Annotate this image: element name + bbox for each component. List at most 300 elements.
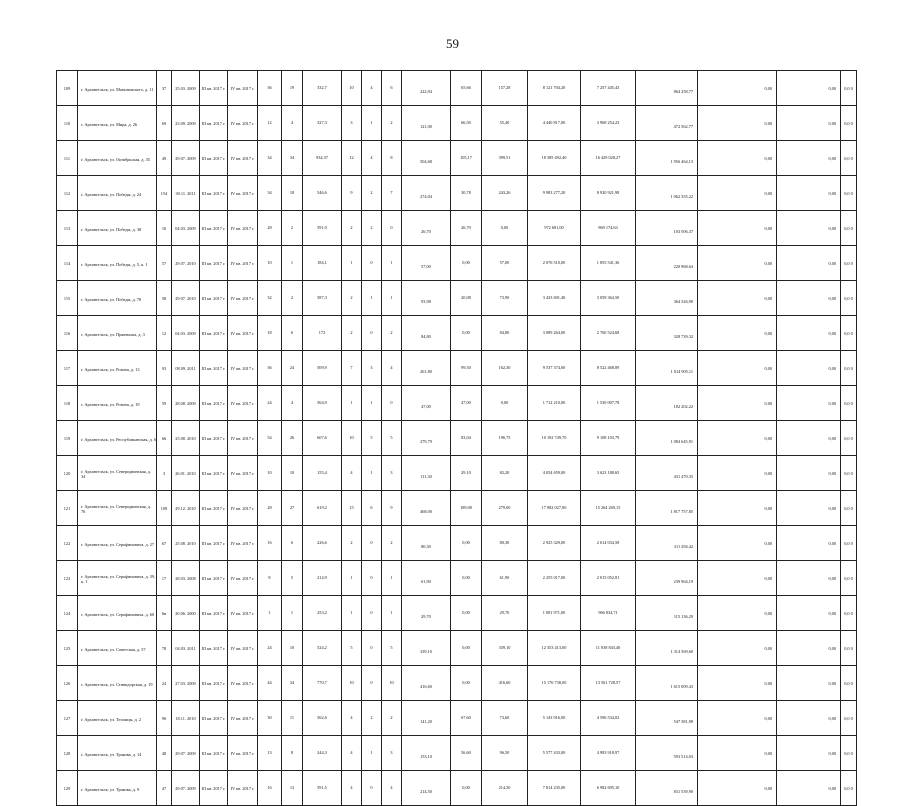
plan-quarter-cell: IV кв. 2017 г. (228, 421, 258, 456)
premises-private-cell: 4 (362, 71, 382, 106)
area-total-cell: 57,00 (402, 246, 451, 281)
plan-quarter-cell: IV кв. 2017 г. (228, 281, 258, 316)
premises-municipal-cell: 10 (382, 666, 402, 701)
cost-total-cell: 5 143 916,00 (528, 701, 581, 736)
area-total-cell: 84,80 (402, 316, 451, 351)
stage-quarter-cell: III кв. 2017 г. (200, 316, 228, 351)
premises-total-cell: 10 (342, 421, 362, 456)
residents-total-cell: 18 (258, 316, 282, 351)
cost-total-cell: 10 192 749,70 (528, 421, 581, 456)
cost-other-cell: 0,0 0 (841, 176, 857, 211)
row-number-cell: 111 (57, 141, 78, 176)
doc-number-cell: 48 (157, 736, 172, 771)
residents-total-cell: 1 (258, 596, 282, 631)
row-number-cell: 126 (57, 666, 78, 701)
address-cell: г. Архангельск, ул. Победы, д. 78 (78, 281, 157, 316)
area-municipal-cell: 73,90 (482, 281, 528, 316)
premises-private-cell: 1 (362, 106, 382, 141)
cost-other-cell: 0,0 0 (841, 526, 857, 561)
stage-quarter-cell: III кв. 2017 г. (200, 421, 228, 456)
area-total-cell: 47,00 (402, 386, 451, 421)
stage-quarter-cell: III кв. 2017 г. (200, 211, 228, 246)
doc-number-cell: 37 (157, 71, 172, 106)
cost-fund-cell: 11 038 843,40 (581, 631, 636, 666)
cost-local-cell: 0,00 (698, 456, 777, 491)
cost-fund-cell: 6 982 695,10 (581, 771, 636, 806)
cost-extra-cell: 0,00 (777, 561, 841, 596)
stage-quarter-cell: III кв. 2017 г. (200, 456, 228, 491)
doc-date-cell: 29.07. 2009 (172, 771, 200, 806)
cost-fund-cell: 3 623 188,65 (581, 456, 636, 491)
row-number-cell: 117 (57, 351, 78, 386)
cost-total-cell: 1 081 971,00 (528, 596, 581, 631)
area-private-cell: 99,50 (451, 351, 482, 386)
house-area-cell: 226,6 (303, 526, 342, 561)
residents-total-cell: 32 (258, 281, 282, 316)
residents-total-cell: 28 (258, 491, 282, 526)
resettlement-table (56, 70, 857, 806)
cost-extra-cell: 0,00 (777, 211, 841, 246)
cost-other-cell: 0,0 0 (841, 596, 857, 631)
table-row (57, 771, 857, 806)
cost-extra-cell: 0,00 (777, 736, 841, 771)
cost-local-cell: 0,00 (698, 281, 777, 316)
residents-total-cell: 34 (258, 141, 282, 176)
cost-extra-cell: 0,00 (777, 281, 841, 316)
doc-date-cell: 04.03. 2009 (172, 316, 200, 351)
address-cell: г. Архангельск, ул. Победы, д. 38 (78, 211, 157, 246)
table-row (57, 526, 857, 561)
address-cell: г. Архангельск, ул. Стивидорская, д. 19 (78, 666, 157, 701)
doc-date-cell: 28.08. 2009 (172, 386, 200, 421)
address-cell: г. Архангельск, ул. Розина, д. 19 (78, 386, 157, 421)
premises-total-cell: 10 (342, 71, 362, 106)
cost-local-cell: 0,00 (698, 211, 777, 246)
cost-region-cell: 472 562,77 (636, 106, 698, 141)
house-area-cell: 184,1 (303, 246, 342, 281)
row-number-cell: 123 (57, 561, 78, 596)
premises-municipal-cell: 7 (382, 176, 402, 211)
area-municipal-cell: 214,50 (482, 771, 528, 806)
doc-number-cell: 90 (157, 701, 172, 736)
premises-private-cell: 0 (362, 596, 382, 631)
house-area-cell: 253,2 (303, 596, 342, 631)
table-row (57, 106, 857, 141)
house-area-cell: 327,3 (303, 106, 342, 141)
cost-total-cell: 972 681,00 (528, 211, 581, 246)
cost-region-cell: 593 514,03 (636, 736, 698, 771)
house-area-cell: 607,6 (303, 421, 342, 456)
premises-municipal-cell: 2 (382, 106, 402, 141)
area-municipal-cell: 243,26 (482, 176, 528, 211)
house-area-cell: 155,4 (303, 456, 342, 491)
area-total-cell: 80,30 (402, 526, 451, 561)
residents-moved-cell: 1 (282, 246, 303, 281)
doc-date-cell: 25.08. 2010 (172, 526, 200, 561)
stage-quarter-cell: III кв. 2017 г. (200, 176, 228, 211)
house-area-cell: 591,5 (303, 771, 342, 806)
doc-number-cell: 59 (157, 386, 172, 421)
cost-total-cell: 4 440 817,00 (528, 106, 581, 141)
plan-quarter-cell: IV кв. 2017 г. (228, 701, 258, 736)
plan-quarter-cell: IV кв. 2017 г. (228, 386, 258, 421)
plan-quarter-cell: IV кв. 2017 г. (228, 71, 258, 106)
doc-number-cell: 17 (157, 561, 172, 596)
premises-total-cell: 5 (342, 631, 362, 666)
doc-number-cell: 108 (157, 491, 172, 526)
doc-date-cell: 20.06. 2000 (172, 596, 200, 631)
plan-quarter-cell: IV кв. 2017 г. (228, 596, 258, 631)
premises-municipal-cell: 3 (382, 456, 402, 491)
table-row (57, 596, 857, 631)
cost-extra-cell: 0,00 (777, 456, 841, 491)
cost-extra-cell: 0,00 (777, 526, 841, 561)
cost-extra-cell: 0,00 (777, 631, 841, 666)
doc-date-cell: 08.09. 2011 (172, 351, 200, 386)
stage-quarter-cell: III кв. 2017 г. (200, 491, 228, 526)
residents-total-cell: 30 (258, 701, 282, 736)
row-number-cell: 115 (57, 281, 78, 316)
row-number-cell: 119 (57, 421, 78, 456)
cost-fund-cell: 2 015 052,81 (581, 561, 636, 596)
cost-total-cell: 7 814 235,00 (528, 771, 581, 806)
address-cell: г. Архангельск, ул. Серафимовича, д. 27 (78, 526, 157, 561)
premises-municipal-cell: 5 (382, 631, 402, 666)
table-row (57, 421, 857, 456)
area-municipal-cell: 29,70 (482, 596, 528, 631)
cost-total-cell: 3 089 264,00 (528, 316, 581, 351)
table-row (57, 736, 857, 771)
premises-private-cell: 5 (362, 421, 382, 456)
area-total-cell: 121,00 (402, 106, 451, 141)
house-area-cell: 244,3 (303, 736, 342, 771)
residents-total-cell: 24 (258, 631, 282, 666)
doc-number-cell: 57 (157, 246, 172, 281)
house-area-cell: 509,9 (303, 351, 342, 386)
doc-number-cell: 67 (157, 526, 172, 561)
premises-municipal-cell: 1 (382, 281, 402, 316)
premises-private-cell: 3 (362, 351, 382, 386)
address-cell: г. Архангельск, ул. Тракова, д. 9 (78, 771, 157, 806)
cost-local-cell: 0,00 (698, 631, 777, 666)
doc-date-cell: 26.01. 2010 (172, 456, 200, 491)
premises-total-cell: 4 (342, 736, 362, 771)
cost-region-cell: 311 294,42 (636, 526, 698, 561)
table-row (57, 386, 857, 421)
residents-moved-cell: 27 (282, 491, 303, 526)
plan-quarter-cell: IV кв. 2017 г. (228, 771, 258, 806)
premises-private-cell: 0 (362, 246, 382, 281)
cost-fund-cell: 2 760 524,68 (581, 316, 636, 351)
cost-total-cell: 4 054 659,00 (528, 456, 581, 491)
cost-region-cell: 431 470,35 (636, 456, 698, 491)
premises-municipal-cell: 8 (382, 141, 402, 176)
premises-private-cell: 4 (362, 141, 382, 176)
area-municipal-cell: 162,30 (482, 351, 528, 386)
residents-moved-cell: 2 (282, 281, 303, 316)
cost-fund-cell: 16 429 028,27 (581, 141, 636, 176)
cost-extra-cell: 0,00 (777, 386, 841, 421)
premises-total-cell: 3 (342, 106, 362, 141)
doc-date-cell: 29.07. 2009 (172, 736, 200, 771)
cost-total-cell: 2 076 510,00 (528, 246, 581, 281)
premises-municipal-cell: 4 (382, 351, 402, 386)
residents-moved-cell: 10 (282, 456, 303, 491)
row-number-cell: 129 (57, 771, 78, 806)
cost-local-cell: 0,00 (698, 561, 777, 596)
area-municipal-cell: 73,60 (482, 701, 528, 736)
residents-moved-cell: 34 (282, 666, 303, 701)
doc-date-cell: 04.03. 2011 (172, 631, 200, 666)
premises-total-cell: 2 (342, 211, 362, 246)
area-total-cell: 261,80 (402, 351, 451, 386)
row-number-cell: 118 (57, 386, 78, 421)
area-private-cell: 0,00 (451, 526, 482, 561)
residents-moved-cell: 11 (282, 701, 303, 736)
cost-extra-cell: 0,00 (777, 666, 841, 701)
cost-extra-cell: 0,00 (777, 596, 841, 631)
area-total-cell: 61,90 (402, 561, 451, 596)
doc-date-cell: 18.11. 2010 (172, 701, 200, 736)
table-row (57, 71, 857, 106)
doc-number-cell: 69 (157, 106, 172, 141)
cost-region-cell: 1 956 464,13 (636, 141, 698, 176)
premises-municipal-cell: 2 (382, 701, 402, 736)
area-private-cell: 66,50 (451, 106, 482, 141)
premises-private-cell: 6 (362, 491, 382, 526)
plan-quarter-cell: IV кв. 2017 г. (228, 491, 258, 526)
cost-region-cell: 1 314 569,60 (636, 631, 698, 666)
premises-municipal-cell: 0 (382, 386, 402, 421)
residents-moved-cell: 5 (282, 561, 303, 596)
cost-local-cell: 0,00 (698, 351, 777, 386)
address-cell: г. Архангельск, ул. Северодвинская, д. 34 (78, 456, 157, 491)
premises-municipal-cell: 3 (382, 736, 402, 771)
page-number: 59 (446, 36, 459, 51)
doc-date-cell: 04.03. 2009 (172, 211, 200, 246)
cost-local-cell: 0,00 (698, 526, 777, 561)
table-row (57, 141, 857, 176)
row-number-cell: 125 (57, 631, 78, 666)
doc-number-cell: 93 (157, 351, 172, 386)
area-municipal-cell: 399,51 (482, 141, 528, 176)
cost-other-cell: 0,0 0 (841, 316, 857, 351)
residents-total-cell: 36 (258, 71, 282, 106)
area-total-cell: 504,68 (402, 141, 451, 176)
plan-quarter-cell: IV кв. 2017 г. (228, 561, 258, 596)
cost-extra-cell: 0,00 (777, 141, 841, 176)
house-area-cell: 172 (303, 316, 342, 351)
doc-date-cell: 23.09. 2009 (172, 106, 200, 141)
cost-region-cell: 364 326,90 (636, 281, 698, 316)
address-cell: г. Архангельск, ул. Мира, д. 26 (78, 106, 157, 141)
address-cell: г. Архангельск, ул. Тракова, д. 14 (78, 736, 157, 771)
area-private-cell: 0,00 (451, 666, 482, 701)
row-number-cell: 114 (57, 246, 78, 281)
doc-date-cell: 28.03. 2008 (172, 561, 200, 596)
area-total-cell: 29,70 (402, 596, 451, 631)
plan-quarter-cell: IV кв. 2017 г. (228, 211, 258, 246)
plan-quarter-cell: IV кв. 2017 г. (228, 316, 258, 351)
cost-region-cell: 182 202,22 (636, 386, 698, 421)
area-municipal-cell: 279,00 (482, 491, 528, 526)
cost-local-cell: 0,00 (698, 701, 777, 736)
cost-fund-cell: 4 596 534,02 (581, 701, 636, 736)
area-private-cell: 65,66 (451, 71, 482, 106)
residents-total-cell: 16 (258, 526, 282, 561)
area-total-cell: 26,70 (402, 211, 451, 246)
cost-total-cell: 15 176 738,00 (528, 666, 581, 701)
doc-number-cell: 154 (157, 176, 172, 211)
plan-quarter-cell: IV кв. 2017 г. (228, 141, 258, 176)
area-private-cell: 0,00 (451, 561, 482, 596)
area-private-cell: 105,17 (451, 141, 482, 176)
residents-total-cell: 16 (258, 771, 282, 806)
residents-moved-cell: 4 (282, 106, 303, 141)
row-number-cell: 128 (57, 736, 78, 771)
area-private-cell: 56,60 (451, 736, 482, 771)
area-total-cell: 279,79 (402, 421, 451, 456)
house-area-cell: 619,2 (303, 491, 342, 526)
residents-total-cell: 10 (258, 456, 282, 491)
area-private-cell: 0,00 (451, 771, 482, 806)
premises-total-cell: 12 (342, 141, 362, 176)
residents-total-cell: 34 (258, 176, 282, 211)
premises-private-cell: 1 (362, 456, 382, 491)
area-total-cell: 416,60 (402, 666, 451, 701)
cost-extra-cell: 0,00 (777, 71, 841, 106)
cost-local-cell: 0,00 (698, 736, 777, 771)
house-area-cell: 562,6 (303, 701, 342, 736)
cost-region-cell: 831 539,90 (636, 771, 698, 806)
cost-fund-cell: 3 059 364,50 (581, 281, 636, 316)
cost-extra-cell: 0,00 (777, 701, 841, 736)
doc-date-cell: 29.07. 2009 (172, 141, 200, 176)
row-number-cell: 113 (57, 211, 78, 246)
cost-other-cell: 0,0 0 (841, 561, 857, 596)
premises-private-cell: 1 (362, 736, 382, 771)
premises-municipal-cell: 1 (382, 246, 402, 281)
cost-other-cell: 0,0 0 (841, 771, 857, 806)
premises-municipal-cell: 4 (382, 771, 402, 806)
address-cell: г. Архангельск, ул. Республиканская, д. 6 (78, 421, 157, 456)
residents-moved-cell: 8 (282, 736, 303, 771)
residents-total-cell: 44 (258, 666, 282, 701)
stage-quarter-cell: III кв. 2017 г. (200, 246, 228, 281)
table-row (57, 246, 857, 281)
premises-total-cell: 9 (342, 176, 362, 211)
cost-region-cell: 1 817 757,85 (636, 491, 698, 526)
residents-moved-cell: 24 (282, 351, 303, 386)
cost-fund-cell: 7 257 445,43 (581, 71, 636, 106)
premises-private-cell: 0 (362, 631, 382, 666)
row-number-cell: 124 (57, 596, 78, 631)
area-total-cell: 214,50 (402, 771, 451, 806)
area-private-cell: 189,00 (451, 491, 482, 526)
address-cell: г. Архангельск, ул. Советская, д. 57 (78, 631, 157, 666)
cost-other-cell: 0,0 0 (841, 421, 857, 456)
cost-fund-cell: 8 920 921,98 (581, 176, 636, 211)
cost-region-cell: 1 084 645,91 (636, 421, 698, 456)
house-area-cell: 546,6 (303, 176, 342, 211)
cost-local-cell: 0,00 (698, 316, 777, 351)
house-area-cell: 770,7 (303, 666, 342, 701)
plan-quarter-cell: IV кв. 2017 г. (228, 736, 258, 771)
row-number-cell: 121 (57, 491, 78, 526)
premises-total-cell: 1 (342, 246, 362, 281)
row-number-cell: 127 (57, 701, 78, 736)
address-cell: г. Архангельск, ул. Мамоновского, д. 11 (78, 71, 157, 106)
table-row (57, 666, 857, 701)
cost-local-cell: 0,00 (698, 386, 777, 421)
cost-extra-cell: 0,00 (777, 106, 841, 141)
row-number-cell: 112 (57, 176, 78, 211)
cost-total-cell: 8 121 704,20 (528, 71, 581, 106)
premises-total-cell: 2 (342, 281, 362, 316)
area-private-cell: 26,70 (451, 211, 482, 246)
cost-total-cell: 9 537 374,00 (528, 351, 581, 386)
stage-quarter-cell: III кв. 2017 г. (200, 631, 228, 666)
residents-moved-cell: 34 (282, 141, 303, 176)
table-row (57, 281, 857, 316)
cost-total-cell: 12 353 413,00 (528, 631, 581, 666)
cost-region-cell: 103 506,37 (636, 211, 698, 246)
stage-quarter-cell: III кв. 2017 г. (200, 281, 228, 316)
area-municipal-cell: 0,00 (482, 211, 528, 246)
table-row (57, 351, 857, 386)
cost-extra-cell: 0,00 (777, 351, 841, 386)
row-number-cell: 109 (57, 71, 78, 106)
area-municipal-cell: 96,50 (482, 736, 528, 771)
cost-extra-cell: 0,00 (777, 491, 841, 526)
cost-fund-cell: 4 983 918,97 (581, 736, 636, 771)
area-municipal-cell: 157,28 (482, 71, 528, 106)
area-private-cell: 0,00 (451, 596, 482, 631)
cost-fund-cell: 3 968 254,23 (581, 106, 636, 141)
area-total-cell: 111,30 (402, 456, 451, 491)
stage-quarter-cell: III кв. 2017 г. (200, 596, 228, 631)
residents-total-cell: 28 (258, 211, 282, 246)
cost-total-cell: 18 385 492,40 (528, 141, 581, 176)
doc-number-cell: 66 (157, 421, 172, 456)
cost-region-cell: 239 964,19 (636, 561, 698, 596)
area-private-cell: 67,60 (451, 701, 482, 736)
address-cell: г. Архангельск, ул. Серафимовича, д. 60 (78, 596, 157, 631)
plan-quarter-cell: IV кв. 2017 г. (228, 526, 258, 561)
table-row (57, 211, 857, 246)
table-body (57, 71, 857, 806)
area-municipal-cell: 196,75 (482, 421, 528, 456)
area-total-cell: 468,00 (402, 491, 451, 526)
residents-total-cell: 10 (258, 246, 282, 281)
house-area-cell: 524,2 (303, 631, 342, 666)
doc-number-cell: 3 (157, 456, 172, 491)
cost-region-cell: 220 968,64 (636, 246, 698, 281)
stage-quarter-cell: III кв. 2017 г. (200, 141, 228, 176)
area-private-cell: 83,04 (451, 421, 482, 456)
cost-local-cell: 0,00 (698, 71, 777, 106)
cost-region-cell: 1 014 905,11 (636, 351, 698, 386)
house-area-cell: 587,3 (303, 281, 342, 316)
address-cell: г. Архангельск, ул. Теплицы, д. 2 (78, 701, 157, 736)
doc-number-cell: 58 (157, 281, 172, 316)
address-cell: г. Архангельск, ул. Розина, д. 13 (78, 351, 157, 386)
area-total-cell: 93,98 (402, 281, 451, 316)
cost-fund-cell: 2 614 034,58 (581, 526, 636, 561)
doc-number-cell: 49 (157, 141, 172, 176)
plan-quarter-cell: IV кв. 2017 г. (228, 246, 258, 281)
cost-extra-cell: 0,00 (777, 771, 841, 806)
